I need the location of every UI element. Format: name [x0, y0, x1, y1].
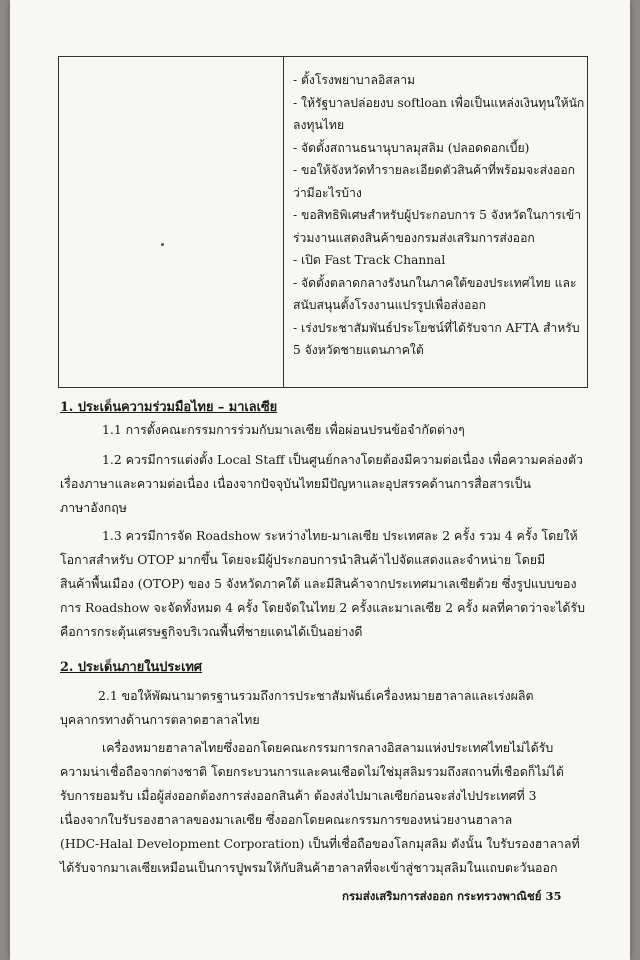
section1-heading: 1. ประเด็นความร่วมมือไทย – มาเลเซีย [60, 400, 278, 415]
paragraph-1-3-line: การ Roadshow จะจัดทั้งหมด 4 ครั้ง โดยจัดในไทย 2 ครั้งและมาเลเซีย 2 ครั้ง ผลที่คาดว่าจะได้รับ [60, 600, 585, 615]
table-line: ว่ามีอะไรบ้าง [293, 185, 362, 200]
table-line: - จัดตั้งตลาดกลางรังนกในภาคใต้ของประเทศไทย และ [293, 275, 577, 290]
table-line: ลงทุนไทย [293, 118, 345, 132]
paragraph-2-body-line: (HDC-Halal Development Corporation) เป็นที่เชื่อถือของโลกมุสลิม ดังนั้น ใบรับรองฮาลาลที่ [60, 836, 580, 851]
table-line: - ให้รัฐบาลปล่อยงบ softloan เพื่อเป็นแหล่งเงินทุนให้นัก [293, 95, 585, 110]
paragraph-1-2-line: ภาษาอังกฤษ [60, 500, 127, 515]
paragraph-1-3-line: โอกาสสำหรับ OTOP มากขึ้น โดยจะมีผู้ประกอบการนำสินค้าไปจัดแสดงและจำหน่าย โดยมี [60, 552, 546, 567]
table-line: - ขอให้จังหวัดทำรายละเอียดตัวสินค้าที่พร้อมจะส่งออก [293, 163, 576, 177]
paragraph-1-2-line: เรื่องภาษาและความต่อเนื่อง เนื่องจากปัจจุบันไทยมีปัญหาและอุปสรรคด้านการสื่อสารเป็น [60, 476, 531, 491]
table-line: ร่วมงานแสดงสินค้าของกรมส่งเสริมการส่งออก [293, 230, 535, 245]
paragraph-2-1-line: บุคลากรทางด้านการตลาดฮาลาลไทย [60, 712, 260, 727]
paragraph-2-body-line: เนื่องจากใบรับรองฮาลาลของมาเลเซีย ซึ่งออกโดยคณะกรรมการของหน่วยงานฮาลาล [60, 812, 513, 827]
paragraph-1-2-line: 1.2 ควรมีการแต่งตั้ง Local Staff เป็นศูนย์กลางโดยต้องมีความต่อเนื่อง เพื่อความคล่องตัว [102, 452, 583, 467]
table-line: - เปิด Fast Track Channal [293, 253, 446, 267]
paragraph-1-1: 1.1 การตั้งคณะกรรมการร่วมกับมาเลเซีย เพื่อผ่อนปรนข้อจำกัดต่างๆ [102, 422, 465, 437]
paragraph-1-3-line: คือการกระตุ้นเศรษฐกิจบริเวณพื้นที่ชายแดนได้เป็นอย่างดี [60, 624, 363, 639]
table-line: - จัดตั้งสถานธนานุบาลมุสลิม (ปลอดดอกเบี้ย) [293, 140, 530, 155]
paragraph-2-body-line: รับการยอมรับ เมื่อผู้ส่งออกต้องการส่งออกสินค้า ต้องส่งไปมาเลเซียก่อนจะส่งไปประเทศที่ 3 [60, 788, 537, 803]
table-line: 5 จังหวัดชายแดนภาคใต้ [293, 343, 424, 357]
paragraph-2-body-line: ความน่าเชื่อถือจากต่างชาติ โดยกระบวนการและคนเชือดไม่ใช่มุสลิมรวมถึงสถานที่เชือดก็ไม่ได้ [60, 764, 564, 779]
table-line: - ตั้งโรงพยาบาลอิสลาม [293, 73, 416, 87]
paragraph-2-body-line: เครื่องหมายฮาลาลไทยซึ่งออกโดยคณะกรรมการกลางอิสลามแห่งประเทศไทยไม่ได้รับ [102, 740, 554, 755]
paragraph-2-body-line: ได้รับจากมาเลเซียเหมือนเป็นการปูพรมให้กับสินค้าฮาลาลที่จะเข้าสู่ชาวมุสลิมในแถบตะวันออก [60, 860, 558, 875]
page-footer: กรมส่งเสริมการส่งออก กระทรวงพาณิชย์ 35 [342, 889, 562, 903]
table-line: - เร่งประชาสัมพันธ์ประโยชน์ที่ได้รับจาก AFTA สำหรับ [293, 320, 580, 335]
document-page [10, 0, 630, 960]
paragraph-1-3-line: สินค้าพื้นเมือง (OTOP) ของ 5 จังหวัดภาคใต้ และมีสินค้าจากประเทศมาเลเซียด้วย ซึ่งรูปแบบของ [60, 576, 577, 591]
table-left-cell [59, 57, 284, 387]
table-right-cell [293, 69, 583, 362]
table-line: สนับสนุนตั้งโรงงานแปรรูปเพื่อส่งออก [293, 298, 486, 312]
bordered-table [58, 56, 588, 388]
section2-heading: 2. ประเด็นภายในประเทศ [60, 660, 203, 675]
paragraph-1-3-line: 1.3 ควรมีการจัด Roadshow ระหว่างไทย-มาเลเซีย ประเทศละ 2 ครั้ง รวม 4 ครั้ง โดยให้ [102, 528, 578, 543]
paragraph-2-1-line: 2.1 ขอให้พัฒนามาตรฐานรวมถึงการประชาสัมพันธ์เครื่องหมายฮาลาลและเร่งผลิต [98, 688, 534, 703]
table-line: - ขอสิทธิพิเศษสำหรับผู้ประกอบการ 5 จังหวัดในการเข้า [293, 208, 582, 222]
speck-mark [161, 243, 164, 246]
